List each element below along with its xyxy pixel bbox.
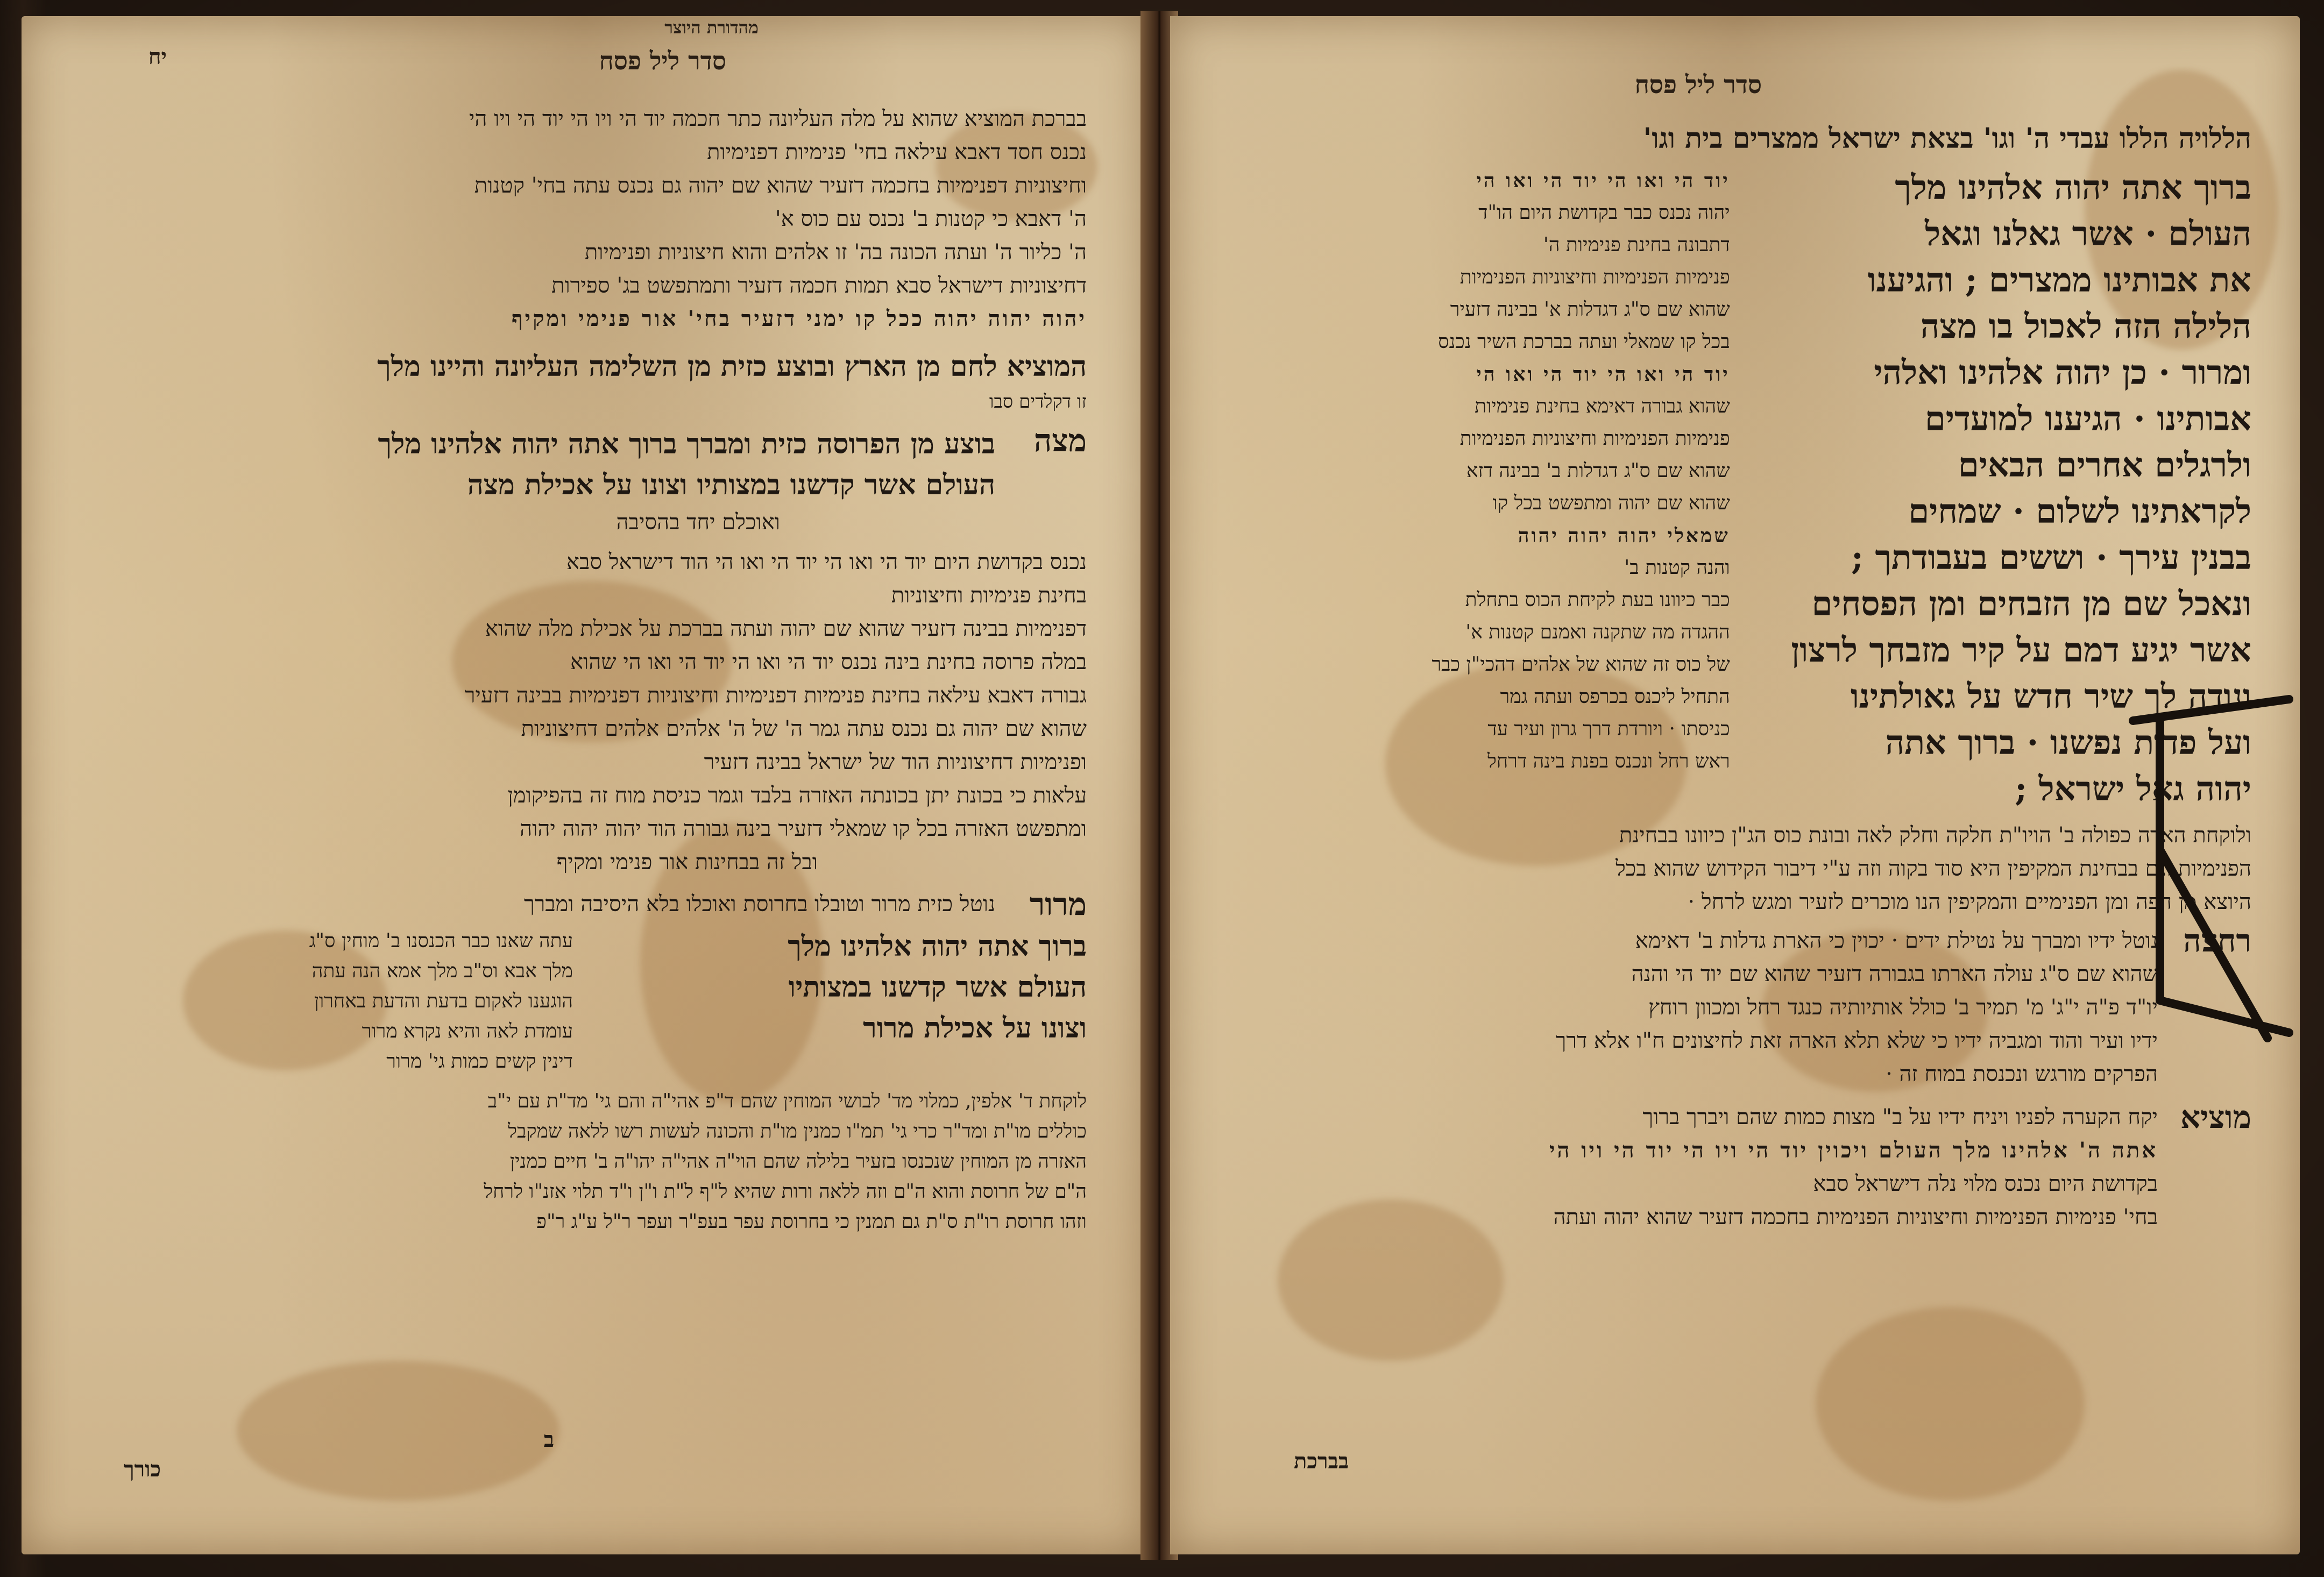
blessing-line: לקראתינו לשלום · שמחים — [1908, 492, 2251, 531]
text-line: שהוא שם ס"ג דגדלות א' בבינה דזעיר — [1450, 299, 1730, 321]
text-line: כוללים מו"ת ומד"ר כרי גי' תמ"ו כמנין מו"ת והכונה לעשות רשו ללאה שמקבל — [508, 1120, 1087, 1142]
text-line: והנה קטנות ב' — [1624, 557, 1730, 579]
blessing-line: העולם · אשר גאלנו וגאל — [1925, 214, 2251, 253]
text-line: אתה ה' אלהינו מלך העולם ויכוין יוד הי ויו הי יוד הי ויו הי — [1549, 1138, 2158, 1163]
text-line: הוגענו לאקום בדעת והדעת באחרון — [314, 990, 573, 1012]
text-line: לוקחת ד' אלפין, כמלוי מד' לבושי המוחין שהם ד"פ אהי"ה והם גי' מד"ת עם י"ב — [487, 1090, 1087, 1112]
text-line: פנימיות הפנימיות וחיצוניות הפנימיות — [1459, 266, 1730, 288]
matzah-section — [81, 424, 1087, 539]
rachtzah-label: רחצה — [2183, 922, 2251, 959]
matzah-label: מצה — [1033, 422, 1087, 459]
text-line: כבר כיוונו בעת לקיחת הכוס בתחלת — [1465, 589, 1730, 611]
left-page — [22, 16, 1146, 1554]
text-line: בחינת פנימיות וחיצוניות — [891, 583, 1087, 608]
text-line: ה"ם של חרוסת והוא ה"ם וזה ללאה ורות שהיא ל"ף ל"ת ו"ן ו"ד תלוי אזנ"ו לרחל — [484, 1181, 1087, 1203]
text-line: דינין קשים כמות גי' מרור — [386, 1050, 573, 1072]
maror-blessing-line: העולם אשר קדשנו במצותיו — [788, 971, 1087, 1004]
text-line: גבורה דאבא עילאה בחינת פנימיות דפנימיות וחיצוניות דפנימיות בבינה דזעיר — [464, 683, 1087, 708]
left-signature: ב — [543, 1427, 554, 1452]
left-bottom-notes — [81, 1086, 1087, 1237]
text-line: בכל קו שמאלי ועתה בברכת השיר נכנס — [1438, 331, 1730, 353]
blessing-line: ולרגלים אחרים הבאים — [1958, 445, 2251, 485]
text-line: נוטל ידיו ומברך על נטילת ידים · יכוין כי הארת גדלות ב' דאימא — [1635, 928, 2158, 953]
blessing-line: אשר יגיע דמם על קיר מזבחך לרצון — [1791, 630, 2251, 670]
left-content — [81, 102, 1087, 1490]
text-line: וזהו חרוסת רו"ת ס"ת גם תמנין כי בחרוסת עפר בעפ"ר ועפר ר"ל ע"ג ר"פ — [536, 1211, 1087, 1233]
left-intro-block — [81, 102, 1087, 336]
text-line: דחיצוניות דישראל סבא תמות חכמה דזעיר ותמתפשט בג' ספירות — [551, 273, 1087, 298]
text-line: פנימיות הפנימיות וחיצוניות הפנימיות — [1459, 428, 1730, 450]
text-line: יהוה נכנס כבר בקדושת היום הו"ד — [1478, 202, 1730, 224]
text-line: שהוא גבורה דאימא בחינת פנימיות — [1475, 395, 1730, 417]
right-page — [1170, 16, 2300, 1554]
blessing-line: אבותינו · הגיענו למועדים — [1925, 399, 2251, 438]
hamotzi-sub: זו דקלדים סבו — [989, 391, 1087, 413]
text-line: עומדת לאה והיא נקרא מרור — [362, 1020, 573, 1042]
blessing-line: ברוך אתה יהוה אלהינו מלך — [1895, 168, 2251, 207]
kavana-column — [1278, 165, 1730, 812]
hallel-header: הללויה הללו עבדי ה' וגו' בצאת ישראל ממצרים בית וגו' — [1643, 122, 2251, 155]
text-line: במלה פרוסה בחינת בינה נכנס יוד הי ואו הי יוד הי ואו הי שהוא — [570, 650, 1087, 674]
text-line: התחיל ליכנס בכרפס ועתה גמר — [1500, 686, 1730, 708]
text-line: האזרה מן המוחין שנכנסו בזעיר בלילה שהם הוי"ה אהי"ה יהו"ה ב' חיים כמנין — [509, 1150, 1087, 1173]
text-line: נכנס חסד דאבא עילאה בחי' פנימיות דפנימיות — [707, 140, 1087, 165]
motzi-section — [1278, 1100, 2251, 1234]
matzah-blessing-line: ואוכלם יחד בהסיבה — [616, 510, 780, 535]
left-folio: יח — [148, 44, 167, 69]
matzah-kavanot — [81, 545, 1087, 879]
text-line: דתבונה בחינת פנימיות ה' — [1543, 234, 1730, 256]
rachtzah-section — [1278, 924, 2251, 1091]
blessing-line: ועל פדות נפשנו · ברוך אתה — [1885, 723, 2251, 762]
blessing-line: בבנין עירך · וששים בעבודתך ; — [1851, 538, 2251, 577]
text-line: ופנימיות דחיצוניות הוד של ישראל בבינה דזעיר — [704, 750, 1087, 775]
text-line: עתה שאנו כבר הכנסנו ב' מוחין ס"ג — [309, 930, 573, 952]
text-line: כניסתו · ויורדת דרך גרון ועיר עד — [1487, 718, 1730, 740]
text-line: יקח הקערה לפניו ויניח ידיו על ב" מצות כמות שהם ויברך ברוך — [1642, 1105, 2158, 1130]
blessing-line: את אבותינו ממצרים ; והגיענו — [1867, 260, 2251, 300]
text-line: של כוס זה שהוא של אלהים דהכי"ן כבר — [1432, 653, 1730, 676]
hamotzi-line: המוציא לחם מן הארץ ובוצע כזית מן השלימה העליונה והיינו מלך — [377, 350, 1087, 383]
text-line: נכנס בקדושת היום יוד הי ואו הי יוד הי ואו הי הוד דישראל סבא — [566, 550, 1087, 574]
right-catchword: בברכת — [1294, 1448, 1349, 1474]
ink-scribble-mark — [2128, 688, 2300, 1065]
text-line: ולוקחת הארה כפולה ב' הויו"ת חלקה וחלק לאה ובונת כוס הג"ן כיוונו בבחינת — [1619, 823, 2251, 848]
text-line: ובל זה בבחינות אור פנימי ומקיף — [556, 850, 818, 875]
left-catchword: כורך — [124, 1457, 161, 1482]
text-line: היוצא מן הפה ומן הפנימיים והמקיפין הנו מוכרים לזעיר ומגש לרחל · — [1688, 890, 2251, 914]
maror-label: מרור — [1029, 886, 1087, 922]
blessing-line: הלילה הזה לאכול בו מצה — [1920, 307, 2251, 346]
text-line: יהוה יהוה יהוה ככל קו ימני דזעיר בחי' אור פנימי ומקיף — [511, 306, 1087, 331]
motzi-label: מוציא — [2180, 1099, 2251, 1135]
text-line: שהוא שם יהוה גם נכנס עתה גמר ה' של ה' אלהים אלהים דחיצוניות — [521, 716, 1087, 741]
text-line: וחיצוניות דפנימיות בחכמה דזעיר שהוא שם יהוה גם נכנס עתה בחי' קטנות — [474, 173, 1087, 198]
maror-intro: נוטל כזית מרור וטובלו בחרוסת ואוכלו בלא היסיבה ומברך — [524, 892, 995, 917]
text-line: הפרקים מורגש ונכנסת במוח זה · — [1886, 1062, 2158, 1086]
text-line: ה' כליור ה' ועתה הכונה בה' זו אלהים והוא חיצוניות ופנימיות — [584, 240, 1087, 265]
hamotzi-section — [81, 346, 1087, 416]
blessing-line: ומרור · כן יהוה אלהינו ואלהי — [1874, 353, 2251, 392]
maror-blessing — [594, 926, 1087, 1077]
left-running-header: סדר ליל פסח — [599, 46, 726, 75]
blessing-line: יהוה גאל ישראל ; — [2015, 769, 2251, 808]
text-line: ידיו ועיר והוד ומגביה ידיו כי שלא תלא הארה זאת לחיצונים ח"ו אלא דרך — [1555, 1028, 2158, 1053]
geulah-section — [1278, 165, 2251, 812]
text-line: הפנימיות וגם בבחינת המקיפין היא סוד בקוה וזה ע"י דיבור הקידוש שהוא בכל — [1616, 856, 2251, 881]
maror-blessing-line: ברוך אתה יהוה אלהינו מלך — [788, 930, 1087, 963]
text-line: בחי' פנימיות הפנימיות וחיצוניות הפנימיות בחכמה דזעיר שהוא יהוה ועתה — [1553, 1205, 2158, 1230]
maror-side-commentary — [81, 926, 573, 1077]
maror-blessing-line: וצונו על אכילת מרור — [863, 1012, 1087, 1045]
matzah-blessing-line: בוצע מן הפרוסה כזית ומברך ברוך אתה יהוה אלהינו מלך — [378, 428, 995, 460]
blessing-line: ונאכל שם מן הזבחים ומן הפסחים — [1811, 584, 2251, 623]
right-content — [1278, 118, 2251, 1490]
blessing-line: ונודה לך שיר חדש על גאולתינו — [1850, 677, 2251, 716]
text-line: בקדושת היום נכנס מלוי נלה דישראל סבא — [1813, 1171, 2158, 1196]
text-line: דפנימיות בבינה דזעיר שהוא שם יהוה ועתה בברכת על אכילת מלה שהוא — [485, 616, 1087, 641]
text-line: עלאות כי בכונת יתן בכונתה האזרה בלבד וגמר כניסת מוח זה בהפיקומן — [507, 783, 1087, 808]
left-top-fragment: מהדורת היוצר — [664, 17, 759, 38]
text-line: מלך אבא וס"ב מלך אמא הנה עתה — [311, 960, 573, 982]
text-line: יוד הי ואו הי יוד הי ואו הי — [1476, 169, 1730, 192]
text-line: ה' דאבא כי קטנות ב' נכנס עם כוס א' — [775, 207, 1087, 231]
text-line: שמאלי יהוה יהוה יהוה — [1518, 524, 1730, 547]
right-running-header: סדר ליל פסח — [1634, 70, 1762, 99]
text-line: ההגדה מה שתקנה ואמנם קטנות א' — [1465, 621, 1730, 643]
text-line: שהוא שם יהוה ומתפשט בכל קו — [1492, 492, 1730, 514]
right-full-lines — [1278, 819, 2251, 919]
text-line: ראש רחל ונכנס בפנת בינה דרחל — [1487, 750, 1730, 772]
matzah-blessing-line: העולם אשר קדשנו במצותיו וצונו על אכילת מצה — [467, 468, 995, 501]
maror-section — [81, 926, 1087, 1077]
text-line: שהוא שם ס"ג עולה הארתו בגבורה דזעיר שהוא שם יוד הי והנה — [1631, 962, 2158, 986]
text-line: בברכת המוציא שהוא על מלה העליונה כתר חכמה יוד הי ויו הי יוד הי ויו הי — [469, 106, 1087, 131]
text-line: יו"ד פ"ה י"ג' מ' תמיר ב' כולל אותיותיה כנגד רחל ומכוון רוחץ — [1648, 995, 2158, 1020]
text-line: ומתפשט האזרה בכל קו שמאלי דזעיר בינה גבורה הוד יהוה יהוה יהוה — [520, 816, 1087, 841]
maror-header — [81, 887, 1087, 921]
text-line: שהוא שם ס"ג דגדלות ב' בבינה דזא — [1466, 460, 1730, 482]
text-line: יוד הי ואו הי יוד הי ואו הי — [1476, 363, 1730, 386]
